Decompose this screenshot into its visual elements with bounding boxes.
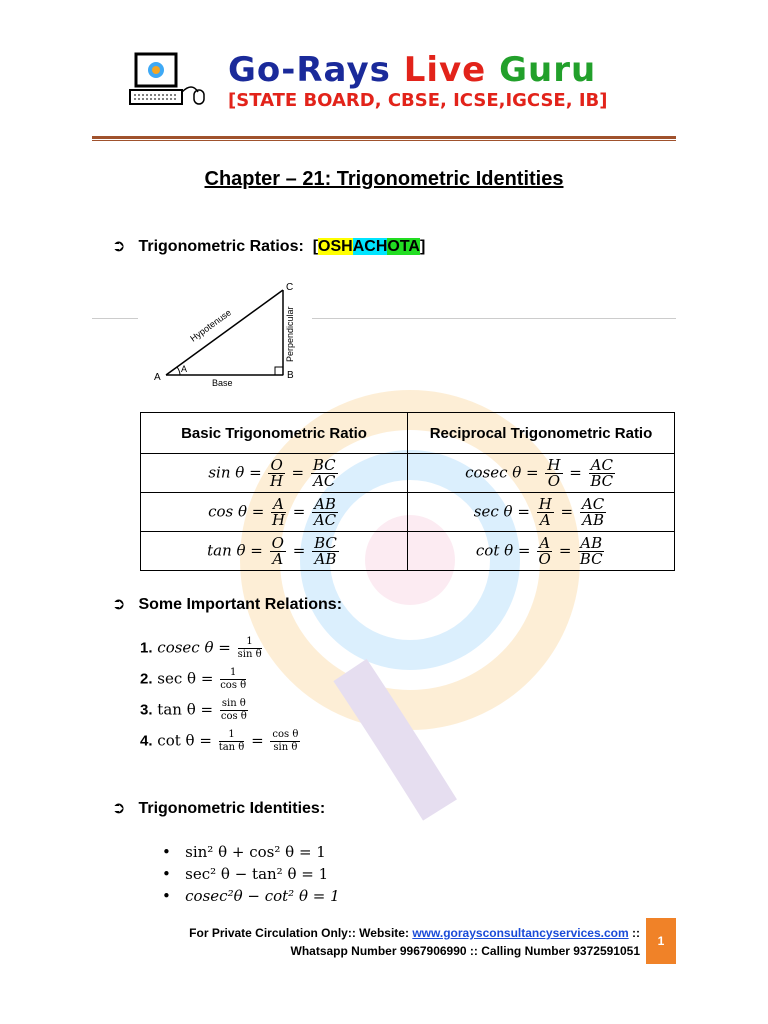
computer-logo-icon [128, 52, 216, 108]
identity-item: • sec² θ − tan² θ = 1 [162, 865, 329, 883]
section-trig-ratios: ➲ Trigonometric Ratios: [OSHACHOTA] [112, 236, 426, 255]
brand-name: Go-Rays Live Guru [228, 50, 597, 90]
relation-item: 1. cosec θ = $\frac{1}{\text{sin θ}}$ [140, 636, 262, 660]
divider-left [92, 318, 138, 319]
page-title: Chapter – 21: Trigonometric Identities [204, 168, 564, 190]
section-identities: ➲ Trigonometric Identities: [112, 798, 326, 817]
base-label: Base [212, 378, 233, 388]
table-header-basic: Basic Trigonometric Ratio [141, 413, 408, 454]
section-relations: ➲ Some Important Relations: [112, 594, 343, 613]
website-link[interactable]: www.goraysconsultancyservices.com [412, 926, 629, 940]
relation-item: 2. sec θ = $\frac{1}{\text{cos θ}}$ [140, 667, 247, 691]
identity-item: • sin² θ + cos² θ = 1 [162, 843, 326, 861]
boards-subtitle: [STATE BOARD, CBSE, ICSE,IGCSE, IB] [228, 90, 608, 111]
header-divider-thin [92, 140, 676, 141]
vertex-a-label: A [154, 372, 161, 383]
header-divider [92, 136, 676, 139]
trig-ratio-table [140, 412, 675, 571]
relation-item: 4. cot θ = $\frac{1}{\text{tan θ}}$ = $\frac{\text{cos θ}}{\text{sin θ}}$ [140, 729, 299, 753]
arrow-bullet-icon: ➲ [112, 236, 126, 255]
hypotenuse-label: Hypotenuse [188, 307, 234, 344]
vertex-c-label: C [286, 282, 294, 293]
table-row: tan θ = $\frac{O}{A}$ = $\frac{BC}{AB}$ cot θ = $\frac{A}{O}$ = $\frac{AB}{BC}$ [141, 532, 675, 571]
relation-item: 3. tan θ = $\frac{\text{sin θ}}{\text{cos θ}}$ [140, 698, 247, 722]
arrow-bullet-icon: ➲ [112, 798, 126, 817]
angle-label: A [181, 364, 188, 374]
vertex-b-label: B [287, 370, 294, 381]
divider-right [312, 318, 676, 319]
perpendicular-label: Perpendicular [285, 306, 295, 362]
arrow-bullet-icon: ➲ [112, 594, 126, 613]
right-triangle-diagram [148, 280, 308, 392]
footer-line-1: For Private Circulation Only:: Website: www.goraysconsultancyservices.com :: [189, 926, 640, 940]
table-row: sin θ = $\frac{O}{H}$ = $\frac{BC}{AC}$ cosec θ = $\frac{H}{O}$ = $\frac{AC}{BC}$ [141, 454, 675, 493]
identity-item: • cosec²θ − cot² θ = 1 [162, 887, 340, 905]
table-row: cos θ = $\frac{A}{H}$ = $\frac{AB}{AC}$ sec θ = $\frac{H}{A}$ = $\frac{AC}{AB}$ [141, 493, 675, 532]
footer-line-2: Whatsapp Number 9967906990 :: Calling Number 9372591051 [290, 944, 640, 958]
page-number: 1 [646, 918, 676, 964]
table-header-reciprocal: Reciprocal Trigonometric Ratio [408, 413, 675, 454]
